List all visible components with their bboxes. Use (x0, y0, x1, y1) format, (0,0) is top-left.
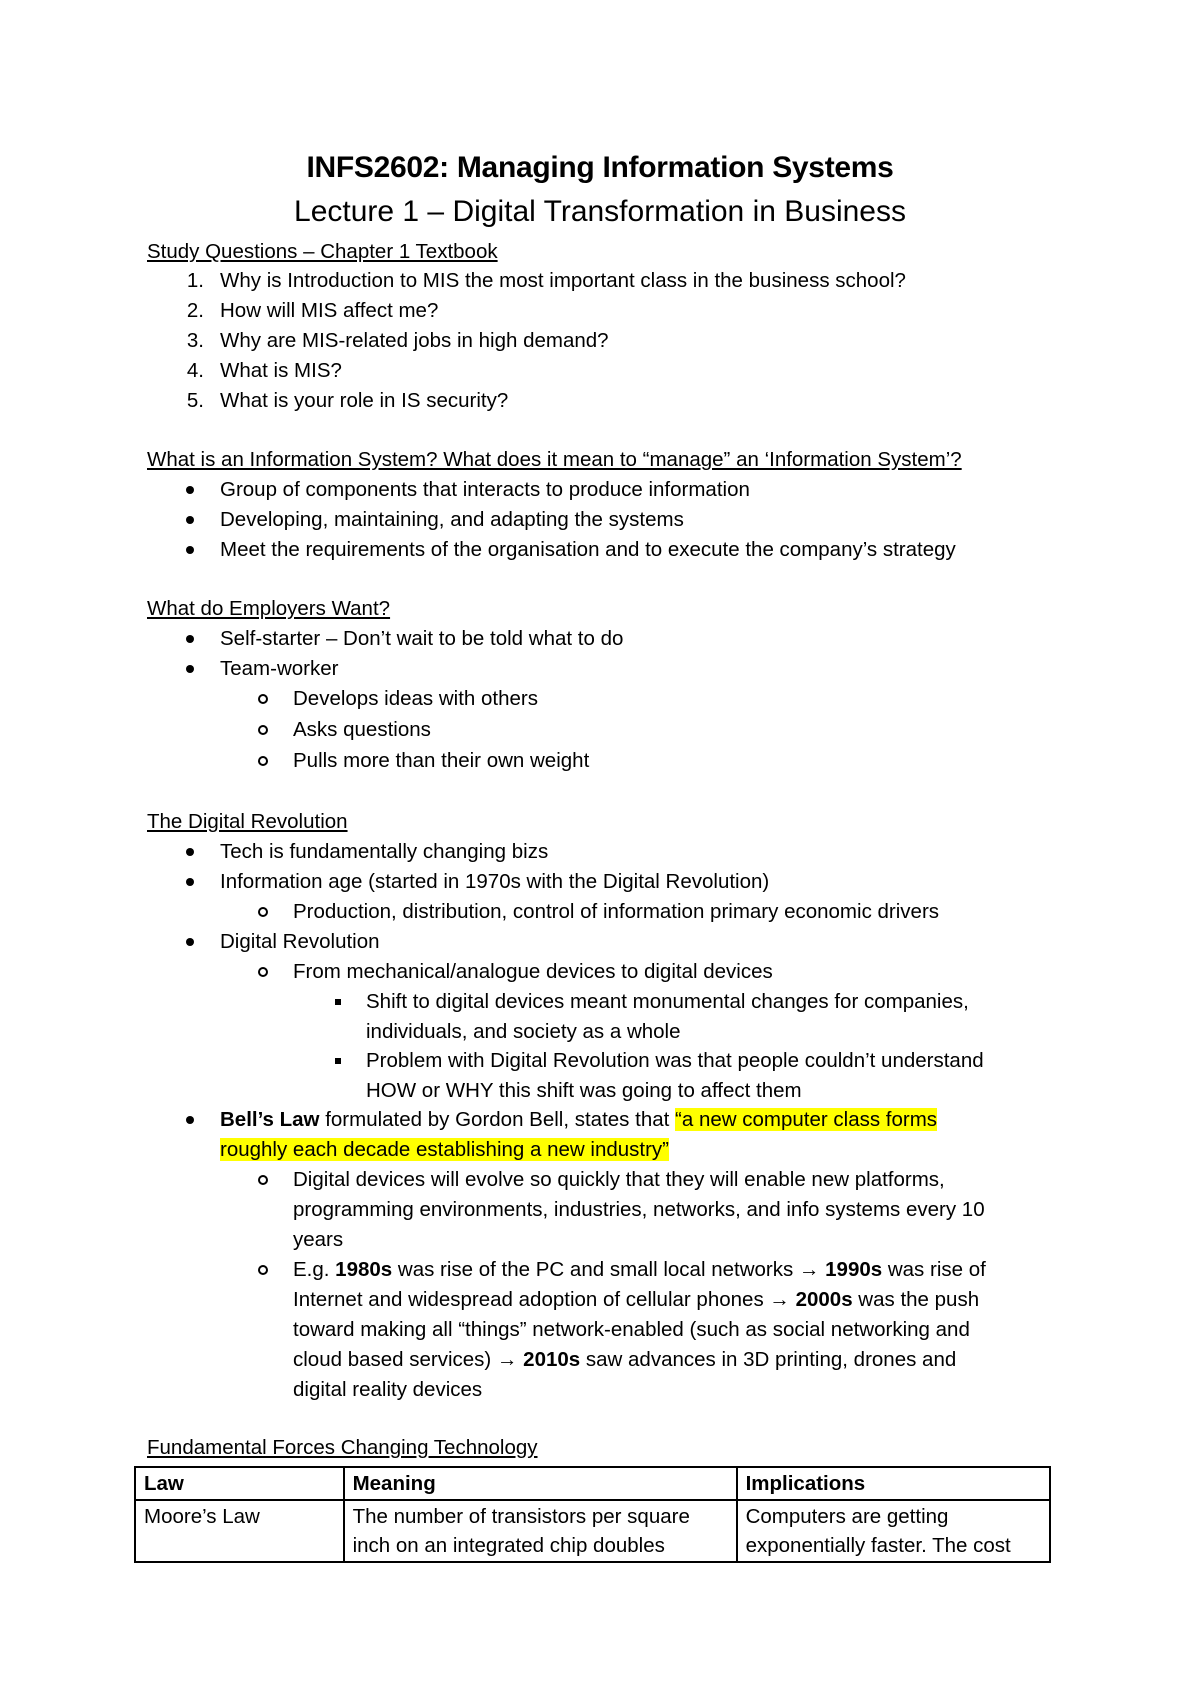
bullet-icon (186, 1116, 194, 1124)
circle-bullet-icon (258, 725, 268, 735)
list-item: Meet the requirements of the organisation and to execute the company’s strategy (220, 538, 956, 561)
list-number: 1. (186, 269, 204, 292)
study-question: What is MIS? (220, 359, 342, 382)
square-bullet-icon (335, 1058, 341, 1064)
list-number: 4. (186, 359, 204, 382)
arrow-right-icon: → (798, 1258, 820, 1281)
bells-law-quote-highlight: roughly each decade establishing a new industry” (220, 1138, 669, 1161)
list-number: 2. (186, 299, 204, 322)
cell-line: The number of transistors per square (352, 1505, 690, 1528)
study-questions-heading: Study Questions – Chapter 1 Textbook (147, 240, 498, 263)
arrow-right-icon: → (496, 1348, 518, 1371)
example-text: E.g. (293, 1258, 336, 1281)
example-text: saw advances in 3D printing, drones and (580, 1348, 957, 1371)
example-line (293, 1289, 979, 1311)
study-question: Why are MIS-related jobs in high demand? (220, 329, 609, 352)
bullet-icon (186, 878, 194, 886)
circle-bullet-icon (258, 1175, 268, 1185)
example-line (293, 1259, 986, 1281)
bullet-icon (186, 516, 194, 524)
circle-bullet-icon (258, 694, 268, 704)
cell-line: inch on an integrated chip doubles (352, 1534, 665, 1557)
table-cell-law: Moore’s Law (135, 1500, 344, 1562)
list-sub-item: Develops ideas with others (293, 687, 538, 710)
decade-label: 2000s (795, 1288, 853, 1311)
bells-law-item (220, 1109, 937, 1131)
bullet-icon (186, 665, 194, 673)
list-item: Information age (started in 1970s with the Digital Revolution) (220, 870, 770, 893)
list-sub-item: Production, distribution, control of information primary economic drivers (293, 900, 940, 923)
employers-heading: What do Employers Want? (147, 597, 391, 620)
example-text: was the push (852, 1288, 980, 1311)
list-sub-item-continuation: programming environments, industries, networks, and info systems every 10 (293, 1198, 985, 1221)
table-cell-implications (737, 1500, 1050, 1562)
column-header: Law (135, 1467, 344, 1500)
example-text: Internet and widespread adoption of cellular phones (293, 1288, 770, 1311)
bullet-icon (186, 938, 194, 946)
bullet-icon (186, 635, 194, 643)
bells-law-item-continuation (220, 1139, 669, 1161)
bells-law-term: Bell’s Law (220, 1108, 320, 1131)
list-sub-item: Digital devices will evolve so quickly that they will enable new platforms, (293, 1168, 945, 1191)
study-question: How will MIS affect me? (220, 299, 439, 322)
list-sub-item: From mechanical/analogue devices to digital devices (293, 960, 773, 983)
circle-bullet-icon (258, 907, 268, 917)
list-sub-sub-item-continuation: individuals, and society as a whole (366, 1020, 681, 1043)
circle-bullet-icon (258, 1265, 268, 1275)
example-text: was rise of the PC and small local networks (392, 1258, 799, 1281)
list-item: Group of components that interacts to produce information (220, 478, 750, 501)
bullet-icon (186, 546, 194, 554)
decade-label: 1980s (335, 1258, 393, 1281)
study-question: Why is Introduction to MIS the most important class in the business school? (220, 269, 906, 292)
list-sub-sub-item: Problem with Digital Revolution was that people couldn’t understand (366, 1049, 984, 1072)
list-item: Tech is fundamentally changing bizs (220, 840, 549, 863)
column-header: Implications (737, 1467, 1050, 1500)
bells-law-quote-highlight: “a new computer class forms (675, 1108, 938, 1131)
arrow-right-icon: → (769, 1288, 790, 1311)
list-item: Team-worker (220, 657, 339, 680)
list-sub-item: Pulls more than their own weight (293, 749, 590, 772)
list-sub-sub-item: Shift to digital devices meant monumental changes for companies, (366, 990, 969, 1013)
list-item: Self-starter – Don’t wait to be told what to do (220, 627, 624, 650)
cell-line: Computers are getting (745, 1505, 949, 1528)
column-header: Meaning (344, 1467, 737, 1500)
document-title: INFS2602: Managing Information Systems (306, 151, 894, 184)
example-line (293, 1349, 956, 1371)
document-subtitle: Lecture 1 – Digital Transformation in Business (294, 195, 906, 228)
bells-law-text: formulated by Gordon Bell, states that (319, 1108, 676, 1131)
bullet-icon (186, 486, 194, 494)
study-question: What is your role in IS security? (220, 389, 509, 412)
cell-line: exponentially faster. The cost (745, 1534, 1011, 1557)
table-header-row (135, 1467, 1050, 1500)
circle-bullet-icon (258, 967, 268, 977)
example-text: cloud based services) (293, 1348, 497, 1371)
list-sub-sub-item-continuation: HOW or WHY this shift was going to affect them (366, 1079, 802, 1102)
digital-revolution-heading: The Digital Revolution (147, 810, 348, 833)
list-item: Digital Revolution (220, 930, 380, 953)
list-sub-item: Asks questions (293, 718, 431, 741)
information-system-heading: What is an Information System? What does it mean to “manage” an ‘Information System’? (147, 448, 962, 471)
example-text: was rise of (882, 1258, 986, 1281)
decade-label: 2010s (523, 1348, 581, 1371)
forces-heading: Fundamental Forces Changing Technology (147, 1436, 538, 1459)
example-line: toward making all “things” network-enabled (such as social networking and (293, 1318, 970, 1341)
circle-bullet-icon (258, 756, 268, 766)
list-number: 3. (186, 329, 204, 352)
bullet-icon (186, 848, 194, 856)
list-item: Developing, maintaining, and adapting the systems (220, 508, 684, 531)
example-line: digital reality devices (293, 1378, 483, 1401)
square-bullet-icon (335, 999, 341, 1005)
table-cell-meaning (344, 1500, 737, 1562)
list-number: 5. (186, 389, 204, 412)
table-row (135, 1500, 1050, 1562)
forces-table (134, 1466, 1051, 1563)
decade-label: 1990s (825, 1258, 883, 1281)
list-sub-item-continuation: years (293, 1228, 344, 1251)
